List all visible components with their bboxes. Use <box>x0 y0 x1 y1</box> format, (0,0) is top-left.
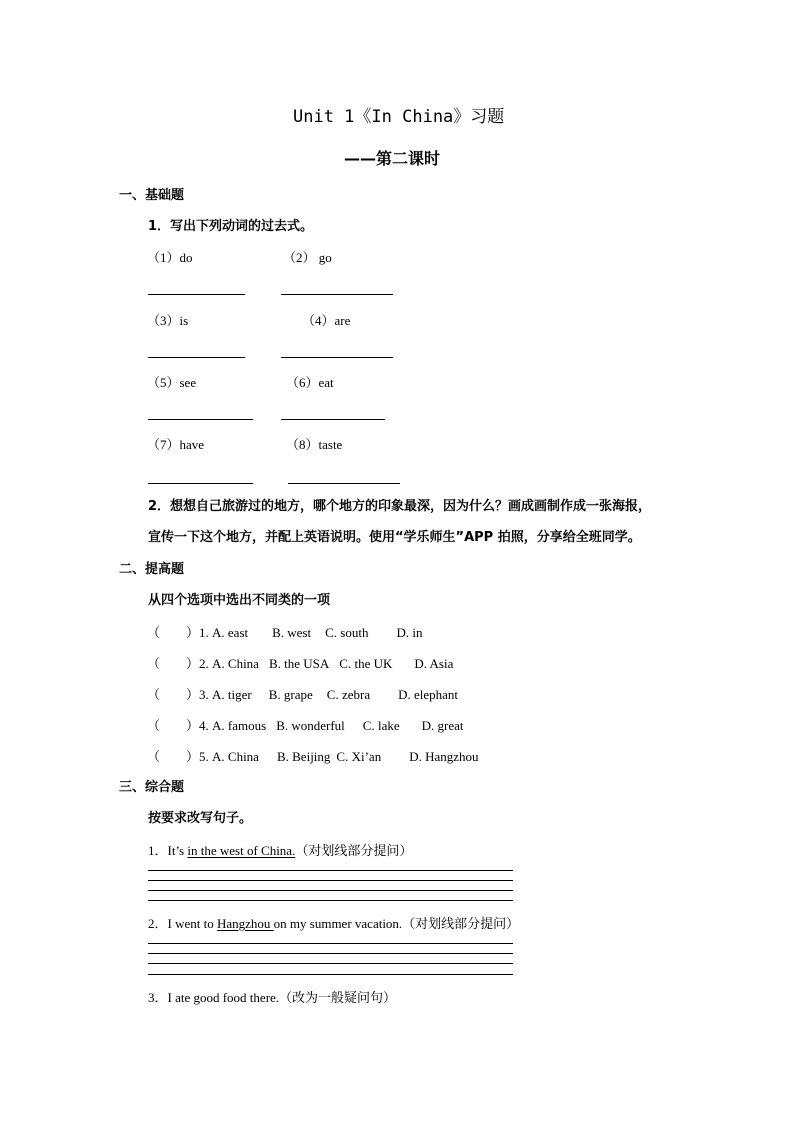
choice-row <box>147 686 458 704</box>
verb-item-7: （7）have <box>147 437 205 452</box>
answer-blank-8[interactable] <box>288 483 400 484</box>
verb-item-8: （8）taste <box>286 437 343 452</box>
option-c: C. Xi’an <box>336 749 382 764</box>
choice-row <box>147 748 479 766</box>
q2-line-1: 2．想想自己旅游过的地方，哪个地方的印象最深，因为什么？画成画制作成一张海报， <box>148 499 652 514</box>
answer-blank-5[interactable] <box>148 419 253 420</box>
answer-blank-7[interactable] <box>148 483 253 484</box>
answer-line[interactable] <box>148 870 513 871</box>
option-b: B. the USA <box>268 656 330 671</box>
option-d: D. in <box>396 625 423 640</box>
option-c: C. the UK <box>339 656 393 671</box>
choice-number: 2. <box>199 656 209 671</box>
answer-blank-3[interactable] <box>148 357 245 358</box>
answer-bracket[interactable]: （ ） <box>147 718 200 733</box>
option-c: C. south <box>325 625 369 640</box>
choice-number: 5. <box>199 749 209 764</box>
rewrite-sentence-2: 2．I went to Hangzhou on my summer vacation.（对划线部分提问） <box>148 916 520 931</box>
underlined-phrase: Hangzhou <box>216 916 274 931</box>
option-a: A. China <box>212 749 259 764</box>
option-b: B. west <box>272 625 312 640</box>
option-d: D. elephant <box>398 687 459 702</box>
option-c: C. lake <box>362 718 400 733</box>
answer-blank-2[interactable] <box>281 294 393 295</box>
answer-line[interactable] <box>148 963 513 964</box>
section-heading-comprehensive: 三、综合题 <box>119 780 185 795</box>
option-b: B. Beijing <box>276 749 331 764</box>
choice-number: 4. <box>199 718 209 733</box>
answer-bracket[interactable]: （ ） <box>147 625 200 640</box>
verb-item-4: （4）are <box>302 313 351 328</box>
q1-instruction: 1．写出下列动词的过去式。 <box>148 219 314 234</box>
rewrite-sentence-1: 1．It’s in the west of China.（对划线部分提问） <box>148 843 413 858</box>
option-d: D. Asia <box>414 656 454 671</box>
answer-line[interactable] <box>148 880 513 881</box>
option-a: A. east <box>212 625 249 640</box>
answer-blank-6[interactable] <box>281 419 385 420</box>
answer-bracket[interactable]: （ ） <box>147 749 200 764</box>
answer-bracket[interactable]: （ ） <box>147 687 200 702</box>
verb-item-1: （1）do <box>147 250 193 265</box>
answer-line[interactable] <box>148 943 513 944</box>
q2-line-2: 宣传一下这个地方，并配上英语说明。使用“学乐师生”APP 拍照，分享给全班同学。 <box>148 530 641 545</box>
answer-blank-4[interactable] <box>281 357 393 358</box>
option-a: A. famous <box>212 718 267 733</box>
choice-number: 1. <box>199 625 209 640</box>
section-heading-basic: 一、基础题 <box>119 188 185 203</box>
option-b: B. wonderful <box>276 718 345 733</box>
answer-bracket[interactable]: （ ） <box>147 656 200 671</box>
page-title: Unit 1《In China》习题 <box>293 107 505 127</box>
verb-item-2: （2） go <box>283 250 332 265</box>
underlined-phrase: in the west of China. <box>187 843 296 858</box>
answer-line[interactable] <box>148 953 513 954</box>
option-d: D. great <box>421 718 464 733</box>
answer-line[interactable] <box>148 900 513 901</box>
page-subtitle: ——第二课时 <box>344 149 441 168</box>
rewrite-instruction: 按要求改写句子。 <box>148 811 253 826</box>
verb-item-3: （3）is <box>147 313 189 328</box>
verb-item-5: （5）see <box>147 375 197 390</box>
answer-blank-1[interactable] <box>148 294 245 295</box>
verb-item-6: （6）eat <box>286 375 334 390</box>
option-d: D. Hangzhou <box>409 749 479 764</box>
option-a: A. China <box>212 656 259 671</box>
choice-instruction: 从四个选项中选出不同类的一项 <box>148 593 331 608</box>
answer-line[interactable] <box>148 890 513 891</box>
option-b: B. grape <box>268 687 313 702</box>
choice-row <box>147 624 422 642</box>
choice-number: 3. <box>199 687 209 702</box>
answer-line[interactable] <box>148 974 513 975</box>
choice-row <box>147 655 453 673</box>
option-c: C. zebra <box>326 687 371 702</box>
choice-row <box>147 717 464 735</box>
option-a: A. tiger <box>212 687 252 702</box>
section-heading-advanced: 二、提高题 <box>119 562 185 577</box>
rewrite-sentence-3: 3．I ate good food there.（改为一般疑问句） <box>148 990 397 1005</box>
